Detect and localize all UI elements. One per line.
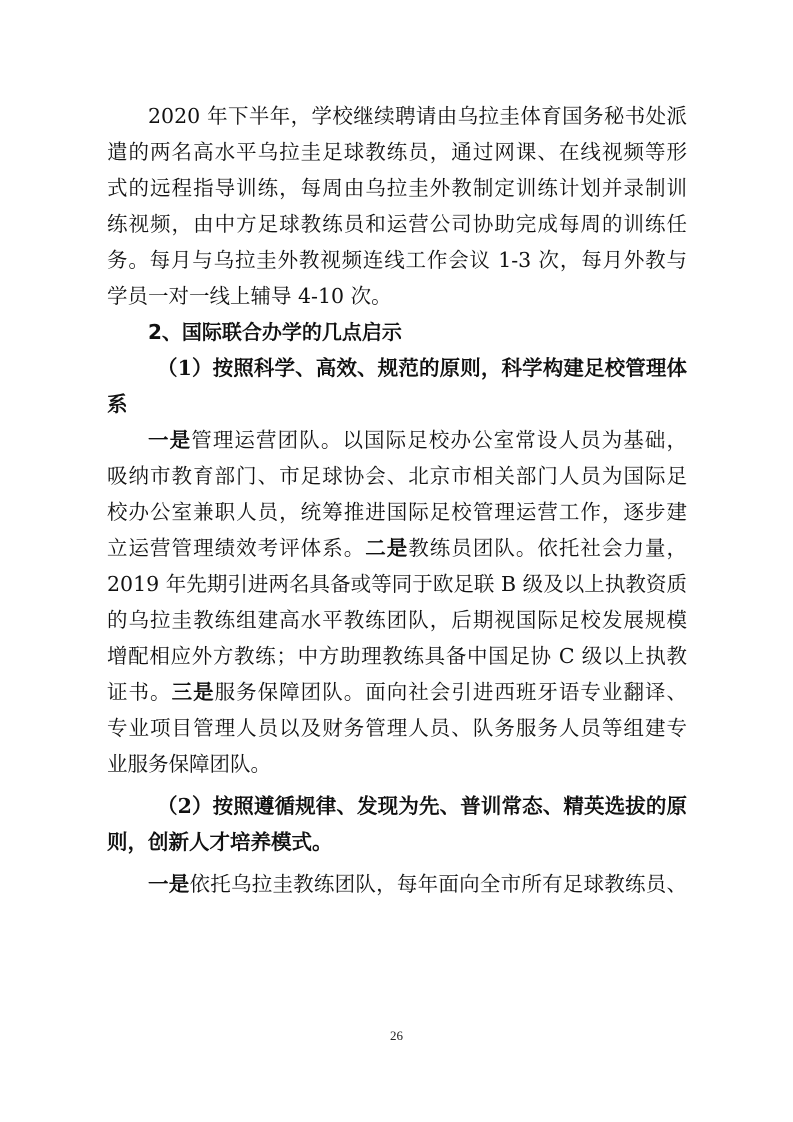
emphasis-lead: 一是 <box>148 428 192 452</box>
page-number: 26 <box>390 1028 403 1043</box>
paragraph-teams <box>107 422 687 782</box>
emphasis-lead: 三是 <box>171 680 215 704</box>
text-line: 遣的两名高水平乌拉圭足球教练员，通过网课、在线视频等形 <box>107 140 687 164</box>
paragraph-uruguay-coaching <box>107 98 687 314</box>
document-page-body <box>107 98 687 902</box>
text-line: 学员一对一线上辅导 4-10 次。 <box>107 284 392 308</box>
text-line: 2020 年下半年，学校继续聘请由乌拉圭体育国务秘书处派 <box>148 104 687 128</box>
text-segment: 依托乌拉圭教练团队，每年面向全市所有足球教练员、 <box>189 872 688 896</box>
subheading-line: 系 <box>107 392 128 416</box>
emphasis-lead: 一是 <box>148 872 190 896</box>
text-line: 业服务保障团队。 <box>107 752 271 776</box>
subheading-talent-training <box>107 788 687 860</box>
text-line: 增配相应外方教练；中方助理教练具备中国足协 C 级以上执教 <box>107 644 687 668</box>
subheading-line: 则，创新人才培养模式。 <box>107 830 333 854</box>
text-segment: 管理运营团队。以国际足校办公室常设人员为基础， <box>191 428 688 452</box>
text-segment: 服务保障团队。面向社会引进西班牙语专业翻译、 <box>214 680 688 704</box>
text-line: 式的远程指导训练，每周由乌拉圭外教制定训练计划并录制训 <box>107 176 687 200</box>
text-segment: 教练员团队。依托社会力量， <box>408 536 688 560</box>
text-line: 专业项目管理人员以及财务管理人员、队务服务人员等组建专 <box>107 716 687 740</box>
text-line <box>107 866 687 902</box>
subheading-management-system <box>107 350 687 422</box>
text-line <box>107 674 687 710</box>
paragraph-talent-selection <box>107 866 687 902</box>
text-line <box>107 530 687 566</box>
subheading-line: （1）按照科学、高效、规范的原则，科学构建足校管理体 <box>157 356 687 380</box>
emphasis-lead: 二是 <box>365 536 409 560</box>
text-line: 校办公室兼职人员，统筹推进国际足校管理运营工作，逐步建 <box>107 500 687 524</box>
subheading-line: （2）按照遵循规律、发现为先、普训常态、精英选拔的原 <box>157 794 687 818</box>
text-line: 务。每月与乌拉圭外教视频连线工作会议 1-3 次，每月外教与 <box>107 248 687 272</box>
text-segment: 证书。 <box>107 680 172 704</box>
text-line: 吸纳市教育部门、市足球协会、北京市相关部门人员为国际足 <box>107 464 687 488</box>
text-line <box>107 422 687 458</box>
text-line: 的乌拉圭教练组建高水平教练团队，后期视国际足校发展规模 <box>107 608 687 632</box>
section-heading: 2、国际联合办学的几点启示 <box>148 320 402 344</box>
text-line: 练视频，由中方足球教练员和运营公司协助完成每周的训练任 <box>107 212 687 236</box>
text-segment: 立运营管理绩效考评体系。 <box>107 536 366 560</box>
text-line: 2019 年先期引进两名具备或等同于欧足联 B 级及以上执教资质 <box>107 572 687 596</box>
